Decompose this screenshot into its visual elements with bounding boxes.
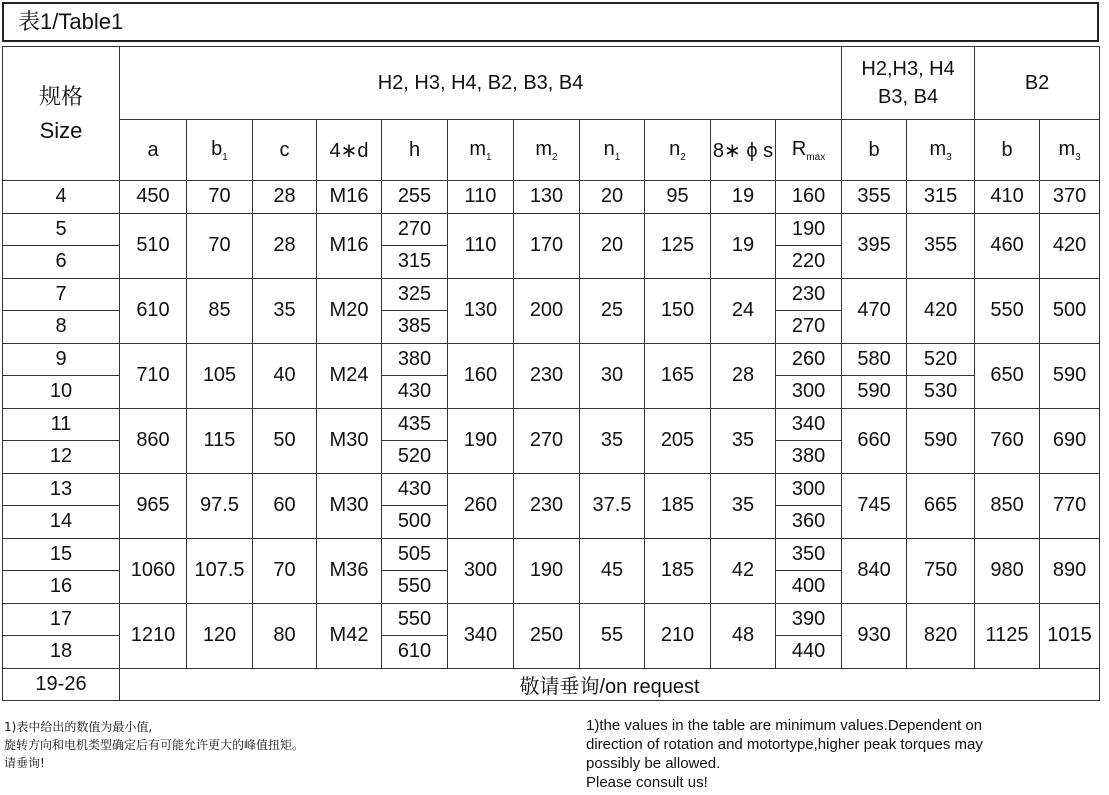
table-body xyxy=(3,181,1100,669)
cell-rmax: 350 xyxy=(776,538,842,571)
cell-h: 385 xyxy=(382,311,448,344)
cell-m2: 170 xyxy=(514,213,580,278)
col-header-b2-m3: $m_3$ xyxy=(1040,120,1100,181)
cell-b2-b: 980 xyxy=(975,538,1040,603)
cell-a: 610 xyxy=(120,278,187,343)
size-header xyxy=(3,47,120,181)
cell-b: 590 xyxy=(842,376,907,409)
cell-b2-b: 410 xyxy=(975,181,1040,214)
footnote-en-line: direction of rotation and motortype,higher peak torques may xyxy=(586,736,983,753)
cell-b: 840 xyxy=(842,538,907,603)
cell-a: 860 xyxy=(120,408,187,473)
cell-n1: 20 xyxy=(580,181,645,214)
cell-d: M30 xyxy=(317,408,382,473)
table-row xyxy=(3,408,1100,441)
cell-c: 40 xyxy=(253,343,317,408)
cell-m1: 130 xyxy=(448,278,514,343)
cell-b1: 107.5 xyxy=(187,538,253,603)
col-header-s: 8∗ ϕ s xyxy=(711,120,776,181)
size-cell: 7 xyxy=(3,278,120,311)
size-cell: 11 xyxy=(3,408,120,441)
cell-rmax: 220 xyxy=(776,246,842,279)
cell-n1: 45 xyxy=(580,538,645,603)
cell-b2-m3: 420 xyxy=(1040,213,1100,278)
cell-b: 355 xyxy=(842,181,907,214)
cell-b1: 120 xyxy=(187,603,253,668)
on-request-note: 敬请垂询/on request xyxy=(120,668,1100,700)
cell-rmax: 300 xyxy=(776,376,842,409)
size-cell: 5 xyxy=(3,213,120,246)
cell-b2-m3: 590 xyxy=(1040,343,1100,408)
cell-n2: 185 xyxy=(645,473,711,538)
cell-m2: 270 xyxy=(514,408,580,473)
cell-n1: 37.5 xyxy=(580,473,645,538)
cell-rmax: 340 xyxy=(776,408,842,441)
footnote-chinese xyxy=(4,718,564,772)
cell-m2: 130 xyxy=(514,181,580,214)
group-header-main: H2, H3, H4, B2, B3, B4 xyxy=(120,47,842,120)
cell-b2-b: 650 xyxy=(975,343,1040,408)
size-cell: 13 xyxy=(3,473,120,506)
cell-c: 28 xyxy=(253,213,317,278)
table-row xyxy=(3,213,1100,246)
cell-b2-m3: 1015 xyxy=(1040,603,1100,668)
cell-b: 580 xyxy=(842,343,907,376)
cell-h: 270 xyxy=(382,213,448,246)
cell-b: 930 xyxy=(842,603,907,668)
cell-m3: 820 xyxy=(907,603,975,668)
size-header-cn: 规格 xyxy=(38,83,83,109)
cell-s: 19 xyxy=(711,181,776,214)
cell-b1: 105 xyxy=(187,343,253,408)
cell-a: 1060 xyxy=(120,538,187,603)
cell-n2: 205 xyxy=(645,408,711,473)
cell-rmax: 400 xyxy=(776,571,842,604)
size-cell: 10 xyxy=(3,376,120,409)
cell-m1: 190 xyxy=(448,408,514,473)
cell-rmax: 260 xyxy=(776,343,842,376)
cell-m3: 355 xyxy=(907,213,975,278)
cell-n2: 165 xyxy=(645,343,711,408)
cell-d: M36 xyxy=(317,538,382,603)
cell-h: 315 xyxy=(382,246,448,279)
cell-h: 435 xyxy=(382,408,448,441)
cell-d: M20 xyxy=(317,278,382,343)
cell-m1: 110 xyxy=(448,181,514,214)
cell-m1: 160 xyxy=(448,343,514,408)
cell-c: 28 xyxy=(253,181,317,214)
footnote-en-line: Please consult us! xyxy=(586,774,708,791)
group-header-h xyxy=(842,47,975,120)
col-header-m3: $m_3$ xyxy=(907,120,975,181)
cell-d: M16 xyxy=(317,213,382,278)
table-row xyxy=(3,343,1100,376)
cell-m2: 250 xyxy=(514,603,580,668)
cell-h: 325 xyxy=(382,278,448,311)
cell-d: M30 xyxy=(317,473,382,538)
col-header-rmax: $R_{max}$ xyxy=(776,120,842,181)
cell-c: 80 xyxy=(253,603,317,668)
cell-rmax: 270 xyxy=(776,311,842,344)
cell-d: M24 xyxy=(317,343,382,408)
cell-b: 470 xyxy=(842,278,907,343)
cell-s: 48 xyxy=(711,603,776,668)
cell-b1: 70 xyxy=(187,181,253,214)
cell-m3: 665 xyxy=(907,473,975,538)
cell-m3: 590 xyxy=(907,408,975,473)
cell-n1: 35 xyxy=(580,408,645,473)
footnote-cn-line: 旋转方向和电机类型确定后有可能允许更大的峰值扭矩。 xyxy=(4,738,305,752)
cell-c: 70 xyxy=(253,538,317,603)
table-row xyxy=(3,603,1100,636)
table-row xyxy=(3,538,1100,571)
cell-b1: 70 xyxy=(187,213,253,278)
size-cell: 12 xyxy=(3,441,120,474)
size-cell: 6 xyxy=(3,246,120,279)
cell-n2: 185 xyxy=(645,538,711,603)
cell-a: 710 xyxy=(120,343,187,408)
cell-n1: 25 xyxy=(580,278,645,343)
footnote-en-line: possibly be allowed. xyxy=(586,755,721,772)
cell-rmax: 380 xyxy=(776,441,842,474)
cell-a: 1210 xyxy=(120,603,187,668)
cell-n2: 95 xyxy=(645,181,711,214)
cell-b1: 97.5 xyxy=(187,473,253,538)
table-row xyxy=(3,473,1100,506)
cell-m3: 530 xyxy=(907,376,975,409)
group-header-b2: B2 xyxy=(975,47,1100,120)
size-cell-last: 19-26 xyxy=(3,668,120,700)
col-header-d: 4∗d xyxy=(317,120,382,181)
cell-a: 450 xyxy=(120,181,187,214)
cell-h: 505 xyxy=(382,538,448,571)
cell-b2-m3: 500 xyxy=(1040,278,1100,343)
cell-rmax: 230 xyxy=(776,278,842,311)
table-row xyxy=(3,181,1100,214)
cell-b2-b: 760 xyxy=(975,408,1040,473)
cell-s: 24 xyxy=(711,278,776,343)
size-cell: 17 xyxy=(3,603,120,636)
table-title: 表1/Table1 xyxy=(2,2,1099,42)
size-header-en: Size xyxy=(39,117,83,143)
cell-b: 745 xyxy=(842,473,907,538)
cell-rmax: 360 xyxy=(776,506,842,539)
cell-a: 510 xyxy=(120,213,187,278)
cell-rmax: 390 xyxy=(776,603,842,636)
cell-s: 35 xyxy=(711,408,776,473)
cell-s: 35 xyxy=(711,473,776,538)
col-header-b: b xyxy=(842,120,907,181)
col-header-b1: $b_1$ xyxy=(187,120,253,181)
cell-h: 255 xyxy=(382,181,448,214)
col-header-m2: $m_2$ xyxy=(514,120,580,181)
cell-b2-b: 850 xyxy=(975,473,1040,538)
cell-n2: 125 xyxy=(645,213,711,278)
cell-b2-b: 1125 xyxy=(975,603,1040,668)
cell-c: 50 xyxy=(253,408,317,473)
size-cell: 4 xyxy=(3,181,120,214)
cell-rmax: 300 xyxy=(776,473,842,506)
cell-m1: 110 xyxy=(448,213,514,278)
group-header-h-line2: B3, B4 xyxy=(878,86,939,108)
cell-c: 60 xyxy=(253,473,317,538)
cell-h: 430 xyxy=(382,376,448,409)
cell-b: 395 xyxy=(842,213,907,278)
size-cell: 18 xyxy=(3,636,120,669)
col-header-c: c xyxy=(253,120,317,181)
table-row xyxy=(3,278,1100,311)
cell-m3: 315 xyxy=(907,181,975,214)
cell-h: 550 xyxy=(382,603,448,636)
cell-h: 380 xyxy=(382,343,448,376)
cell-s: 42 xyxy=(711,538,776,603)
cell-b2-m3: 690 xyxy=(1040,408,1100,473)
col-header-h: h xyxy=(382,120,448,181)
cell-n2: 150 xyxy=(645,278,711,343)
cell-m2: 230 xyxy=(514,473,580,538)
footnote-english xyxy=(586,716,1096,792)
cell-c: 35 xyxy=(253,278,317,343)
cell-n1: 30 xyxy=(580,343,645,408)
cell-b1: 85 xyxy=(187,278,253,343)
cell-b2-b: 550 xyxy=(975,278,1040,343)
col-header-b2-b: b xyxy=(975,120,1040,181)
cell-m3: 750 xyxy=(907,538,975,603)
cell-s: 19 xyxy=(711,213,776,278)
col-header-n1: $n_1$ xyxy=(580,120,645,181)
cell-h: 550 xyxy=(382,571,448,604)
size-cell: 16 xyxy=(3,571,120,604)
cell-n1: 20 xyxy=(580,213,645,278)
footnote-cn-line: 1)表中给出的数值为最小值, xyxy=(4,720,153,734)
footnote-cn-line: 请垂询! xyxy=(4,756,45,770)
dimension-table xyxy=(2,46,1100,701)
cell-m3: 420 xyxy=(907,278,975,343)
cell-b: 660 xyxy=(842,408,907,473)
cell-a: 965 xyxy=(120,473,187,538)
cell-h: 610 xyxy=(382,636,448,669)
cell-b2-m3: 370 xyxy=(1040,181,1100,214)
cell-h: 430 xyxy=(382,473,448,506)
cell-m1: 260 xyxy=(448,473,514,538)
group-header-h-line1: H2,H3, H4 xyxy=(861,58,955,80)
cell-n1: 55 xyxy=(580,603,645,668)
cell-rmax: 160 xyxy=(776,181,842,214)
cell-h: 520 xyxy=(382,441,448,474)
cell-m2: 190 xyxy=(514,538,580,603)
size-cell: 8 xyxy=(3,311,120,344)
cell-b2-m3: 890 xyxy=(1040,538,1100,603)
cell-m2: 200 xyxy=(514,278,580,343)
size-cell: 14 xyxy=(3,506,120,539)
cell-m2: 230 xyxy=(514,343,580,408)
col-header-n2: $n_2$ xyxy=(645,120,711,181)
cell-h: 500 xyxy=(382,506,448,539)
cell-rmax: 440 xyxy=(776,636,842,669)
cell-m1: 300 xyxy=(448,538,514,603)
cell-d: M42 xyxy=(317,603,382,668)
footnote-en-line: 1)the values in the table are minimum values.Dependent on xyxy=(586,717,983,734)
cell-rmax: 190 xyxy=(776,213,842,246)
col-header-m1: $m_1$ xyxy=(448,120,514,181)
cell-m1: 340 xyxy=(448,603,514,668)
cell-b2-m3: 770 xyxy=(1040,473,1100,538)
cell-b1: 115 xyxy=(187,408,253,473)
cell-b2-b: 460 xyxy=(975,213,1040,278)
col-header-a: a xyxy=(120,120,187,181)
cell-s: 28 xyxy=(711,343,776,408)
cell-n2: 210 xyxy=(645,603,711,668)
cell-d: M16 xyxy=(317,181,382,214)
cell-m3: 520 xyxy=(907,343,975,376)
size-cell: 15 xyxy=(3,538,120,571)
size-cell: 9 xyxy=(3,343,120,376)
